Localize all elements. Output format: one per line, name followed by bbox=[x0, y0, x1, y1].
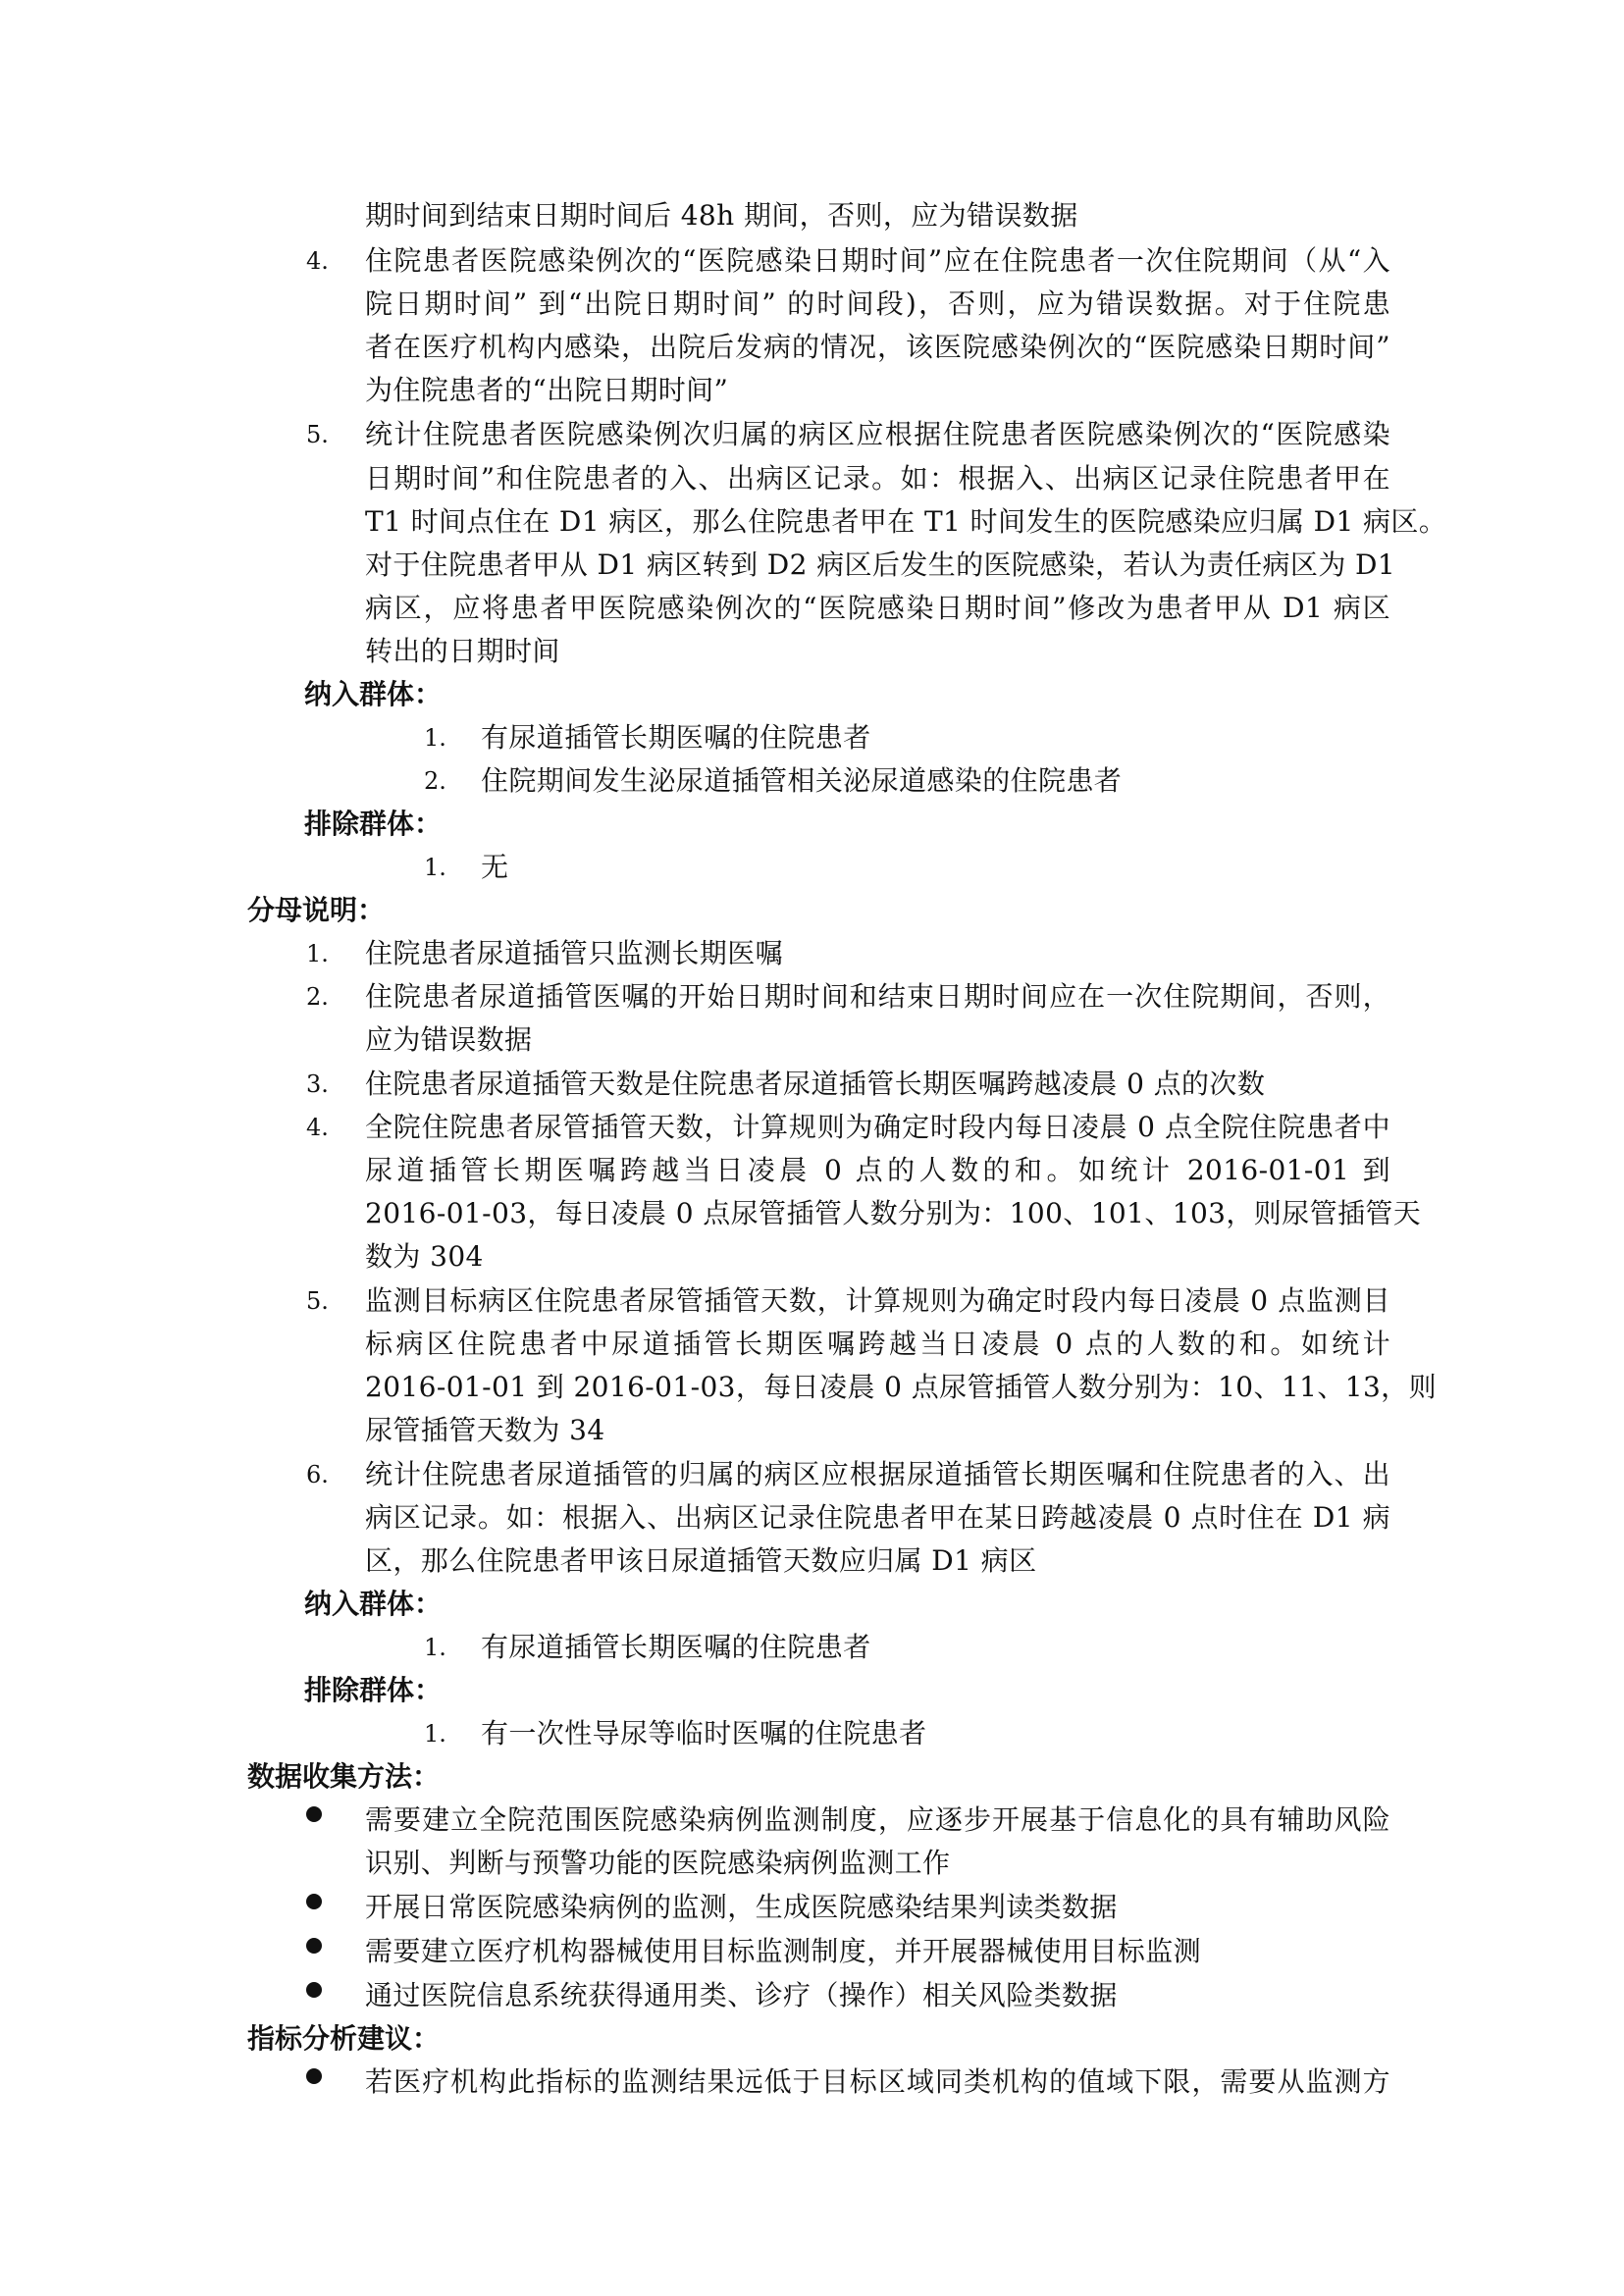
paragraph-line: 识别、判断与预警功能的医院感染病例监测工作 bbox=[365, 1847, 951, 1879]
paragraph-line: 开展日常医院感染病例的监测，生成医院感染结果判读类数据 bbox=[365, 1891, 1118, 1923]
exclude-heading: 排除群体： bbox=[304, 1674, 443, 1706]
include-heading: 纳入群体： bbox=[304, 678, 443, 710]
list-item: 有尿道插管长期医嘱的住院患者 bbox=[481, 721, 871, 754]
paragraph-line: 统计住院患者医院感染例次归属的病区应根据住院患者医院感染例次的“医院感染 bbox=[365, 418, 1390, 450]
paragraph-line: 标病区住院患者中尿道插管长期医嘱跨越当日凌晨 0 点的人数的和。如统计 bbox=[365, 1328, 1390, 1360]
list-item: 无 bbox=[481, 851, 509, 883]
paragraph-line: 2016-01-01 到 2016-01-03，每日凌晨 0 点尿管插管人数分别为：10、11、13，则 bbox=[365, 1371, 1437, 1403]
paragraph-line: 2016-01-03，每日凌晨 0 点尿管插管人数分别为：100、101、103，则尿管插管天 bbox=[365, 1197, 1422, 1229]
paragraph-line: 为住院患者的“出院日期时间” bbox=[365, 374, 729, 406]
list-number: 1. bbox=[424, 1720, 446, 1748]
paragraph-line: 住院患者医院感染例次的“医院感染日期时间”应在住院患者一次住院期间（从“入 bbox=[365, 244, 1390, 277]
list-number: 6. bbox=[306, 1461, 329, 1488]
paragraph-line: 全院住院患者尿管插管天数，计算规则为确定时段内每日凌晨 0 点全院住院患者中 bbox=[365, 1111, 1390, 1143]
bullet-icon bbox=[306, 1982, 322, 1998]
paragraph-line: 若医疗机构此指标的监测结果远低于目标区域同类机构的值域下限，需要从监测方 bbox=[365, 2065, 1390, 2098]
list-number: 3. bbox=[306, 1070, 329, 1098]
list-number: 1. bbox=[424, 854, 446, 881]
exclude-heading: 排除群体： bbox=[304, 808, 443, 840]
paragraph-line: 者在医疗机构内感染，出院后发病的情况，该医院感染例次的“医院感染日期时间” bbox=[365, 331, 1390, 363]
list-number: 1. bbox=[424, 1634, 446, 1661]
paragraph-line: 数为 304 bbox=[365, 1240, 484, 1273]
list-number: 5. bbox=[306, 1287, 329, 1315]
paragraph-line: 通过医院信息系统获得通用类、诊疗（操作）相关风险类数据 bbox=[365, 1979, 1118, 2011]
list-number: 1. bbox=[424, 724, 446, 752]
paragraph-line: 监测目标病区住院患者尿管插管天数，计算规则为确定时段内每日凌晨 0 点监测目 bbox=[365, 1284, 1390, 1317]
paragraph-line: 尿道插管长期医嘱跨越当日凌晨 0 点的人数的和。如统计 2016-01-01 到 bbox=[365, 1154, 1390, 1186]
list-number: 2. bbox=[424, 767, 446, 795]
paragraph-line: 病区，应将患者甲医院感染例次的“医院感染日期时间”修改为患者甲从 D1 病区 bbox=[365, 592, 1390, 624]
paragraph-line: 住院患者尿道插管只监测长期医嘱 bbox=[365, 937, 784, 969]
paragraph-line: 需要建立医疗机构器械使用目标监测制度，并开展器械使用目标监测 bbox=[365, 1935, 1202, 1967]
section-heading-analysis: 指标分析建议： bbox=[247, 2022, 441, 2055]
paragraph-line: 日期时间”和住院患者的入、出病区记录。如：根据入、出病区记录住院患者甲在 bbox=[365, 462, 1390, 495]
paragraph-line: 住院患者尿道插管天数是住院患者尿道插管长期医嘱跨越凌晨 0 点的次数 bbox=[365, 1068, 1266, 1100]
list-number: 4. bbox=[306, 247, 329, 275]
bullet-icon bbox=[306, 2068, 322, 2084]
paragraph-line: 应为错误数据 bbox=[365, 1023, 533, 1056]
list-item: 有一次性导尿等临时医嘱的住院患者 bbox=[481, 1717, 927, 1749]
paragraph-line: 院日期时间” 到“出院日期时间” 的时间段)，否则，应为错误数据。对于住院患 bbox=[365, 287, 1390, 320]
paragraph-line: 尿管插管天数为 34 bbox=[365, 1414, 605, 1446]
continuation-line: 期时间到结束日期时间后 48h 期间，否则，应为错误数据 bbox=[365, 199, 1078, 232]
paragraph-line: 住院患者尿道插管医嘱的开始日期时间和结束日期时间应在一次住院期间，否则， bbox=[365, 980, 1390, 1013]
section-heading-denominator: 分母说明： bbox=[247, 894, 386, 926]
paragraph-line: 区，那么住院患者甲该日尿道插管天数应归属 D1 病区 bbox=[365, 1544, 1037, 1577]
list-number: 1. bbox=[306, 940, 329, 967]
paragraph-line: 病区记录。如：根据入、出病区记录住院患者甲在某日跨越凌晨 0 点时住在 D1 病 bbox=[365, 1501, 1390, 1534]
list-number: 2. bbox=[306, 983, 329, 1011]
list-number: 5. bbox=[306, 421, 329, 448]
paragraph-line: T1 时间点住在 D1 病区，那么住院患者甲在 T1 时间发生的医院感染应归属 D1 病区。 bbox=[365, 505, 1447, 538]
section-heading-collection: 数据收集方法： bbox=[247, 1760, 441, 1793]
include-heading: 纳入群体： bbox=[304, 1588, 443, 1620]
paragraph-line: 对于住院患者甲从 D1 病区转到 D2 病区后发生的医院感染，若认为责任病区为 D1 bbox=[365, 548, 1396, 581]
list-item: 有尿道插管长期医嘱的住院患者 bbox=[481, 1631, 871, 1663]
paragraph-line: 需要建立全院范围医院感染病例监测制度，应逐步开展基于信息化的具有辅助风险 bbox=[365, 1803, 1390, 1836]
paragraph-line: 转出的日期时间 bbox=[365, 635, 560, 667]
bullet-icon bbox=[306, 1894, 322, 1909]
bullet-icon bbox=[306, 1806, 322, 1822]
list-number: 4. bbox=[306, 1114, 329, 1141]
bullet-icon bbox=[306, 1938, 322, 1954]
list-item: 住院期间发生泌尿道插管相关泌尿道感染的住院患者 bbox=[481, 764, 1123, 797]
paragraph-line: 统计住院患者尿道插管的归属的病区应根据尿道插管长期医嘱和住院患者的入、出 bbox=[365, 1458, 1390, 1490]
